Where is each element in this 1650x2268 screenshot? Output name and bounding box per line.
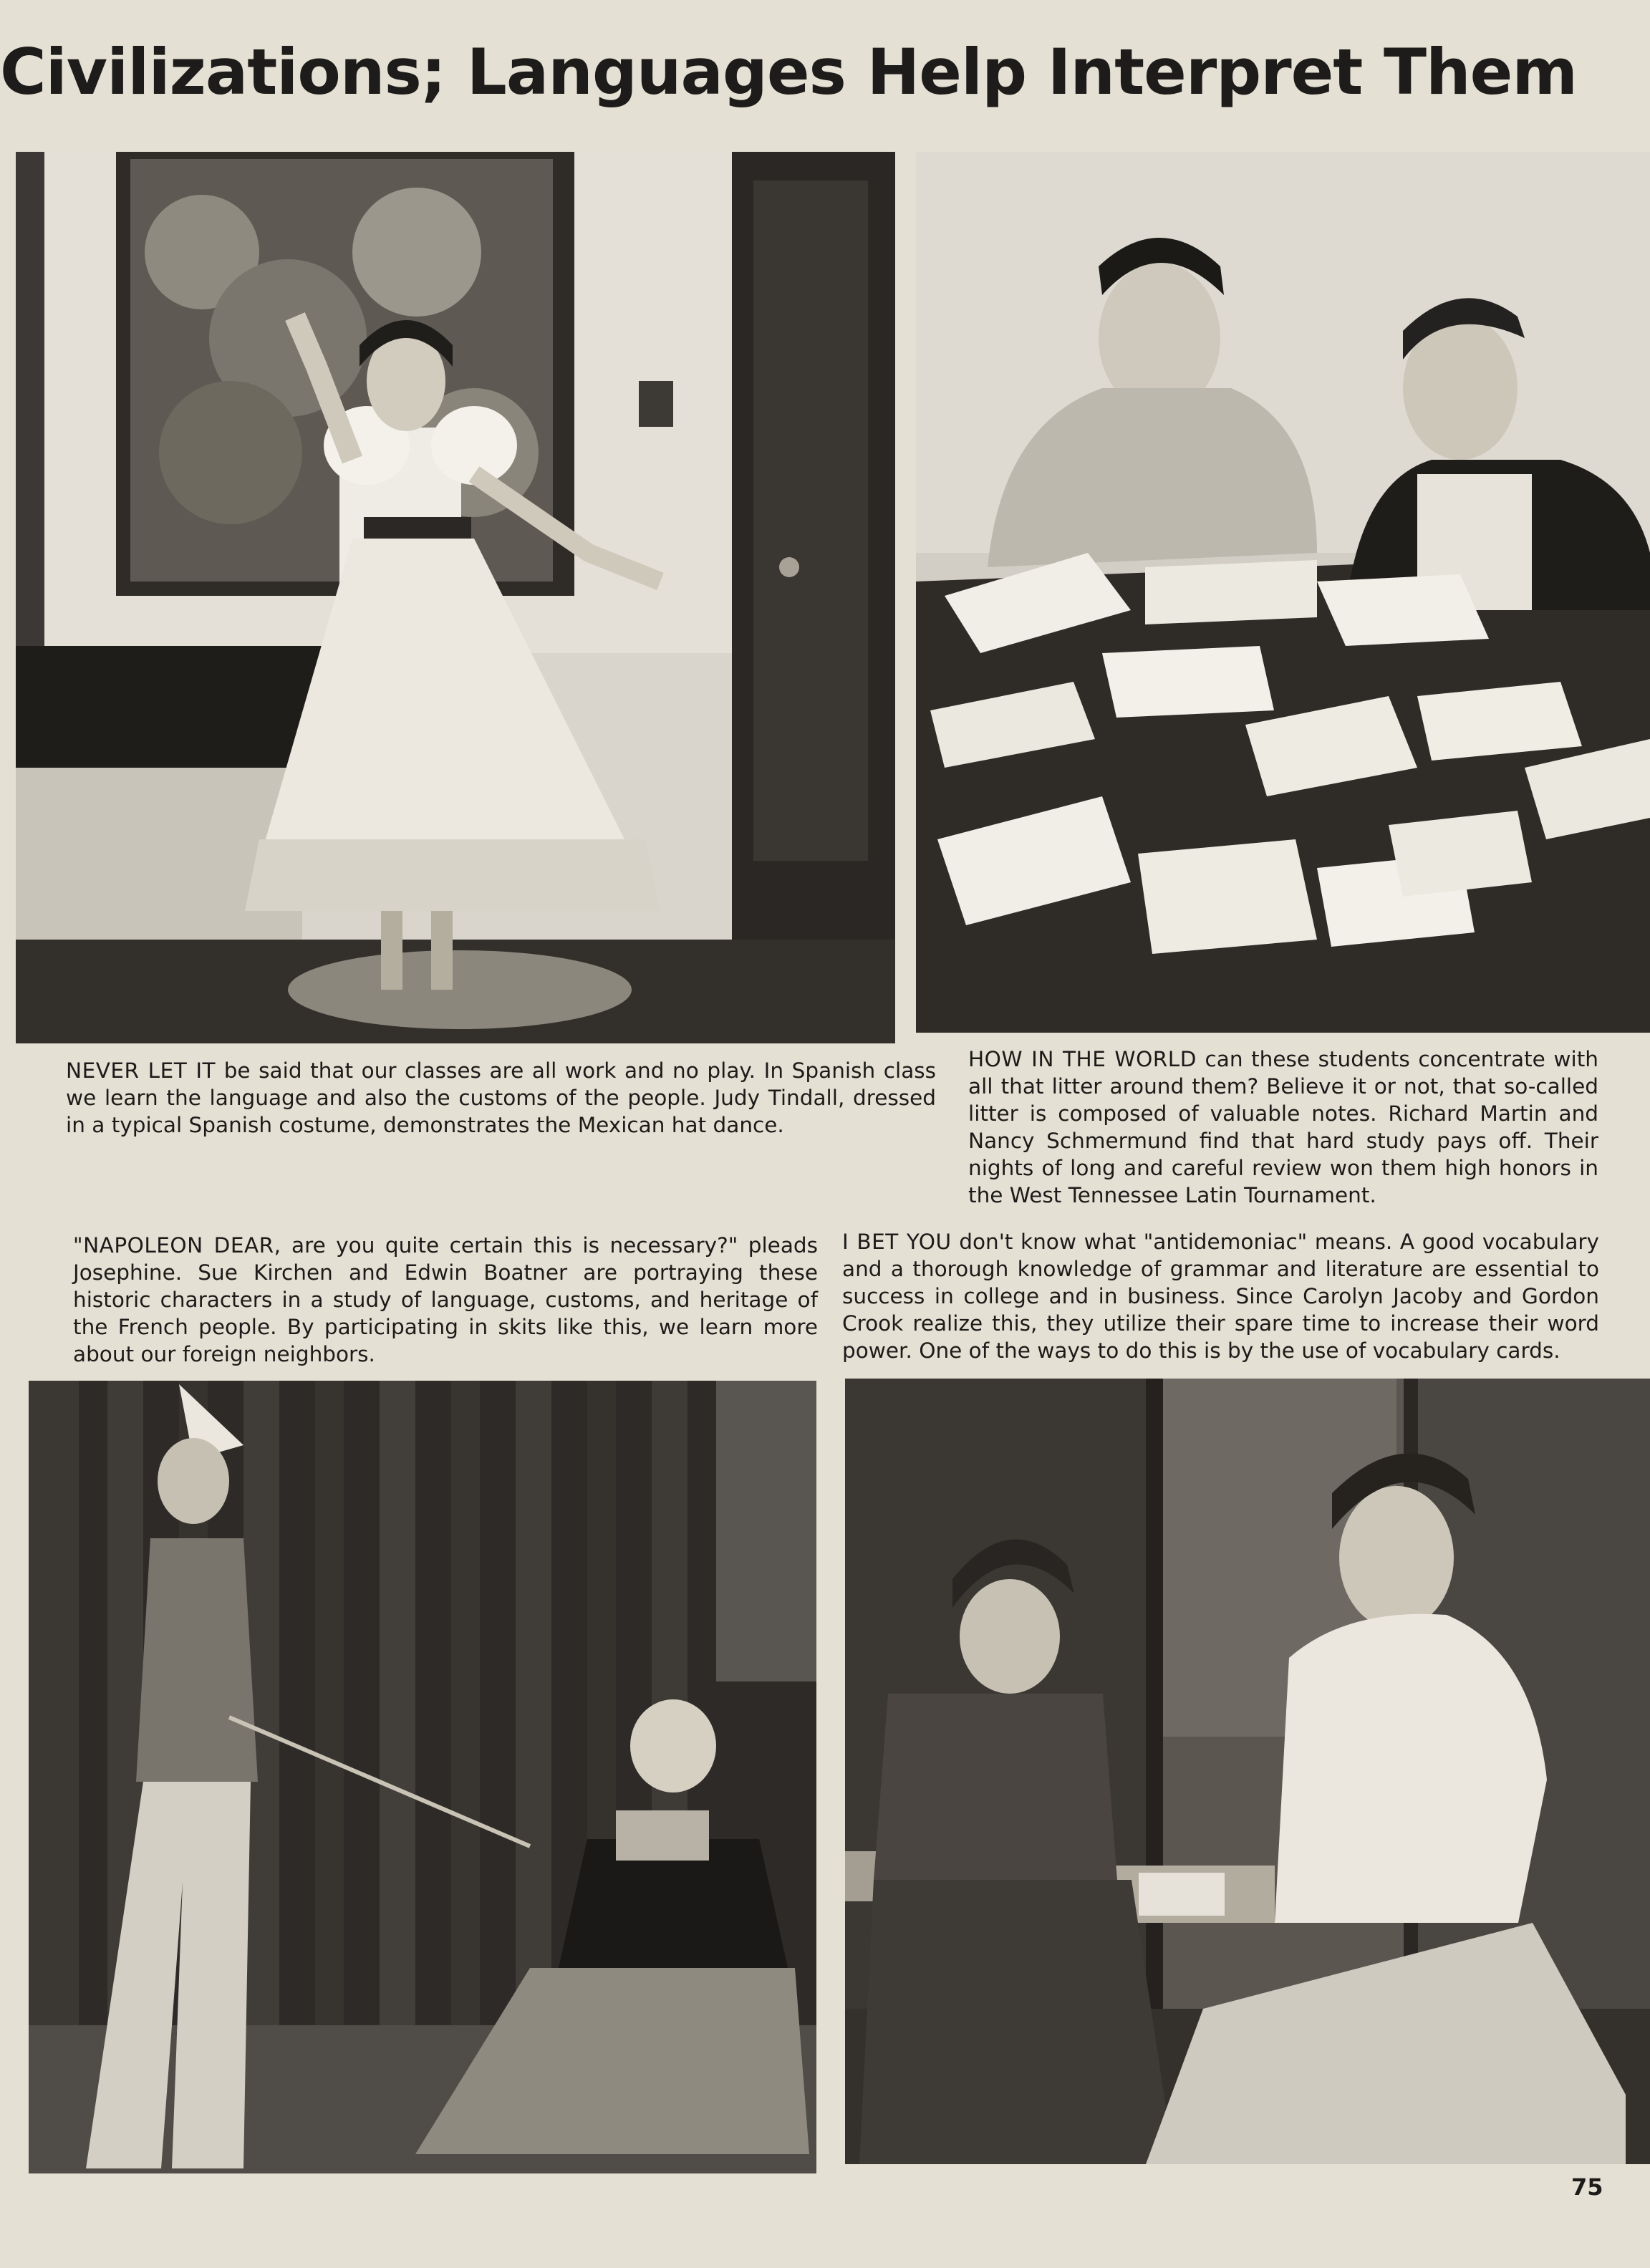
page-headline: Civilizations; Languages Help Interpret Them [0,35,1578,109]
caption-latin-class [968,1046,1598,1209]
caption-spanish-body: be said that our classes are all work and no play. In Spanish class we learn the language and also the customs of the people. Judy Tindall, dressed in a typical Spanish costume, demonstrates the Mexican hat dance. [66,1058,937,1137]
caption-french-class [73,1232,818,1368]
caption-french-body: are you quite certain this is necessary?" pleads Josephine. Sue Kirchen and Edwin Boatner are portraying these historic characters in a study of language, customs, and heritage of the French people. By participating in skits like this, we learn more about our foreign neighbors. [73,1233,818,1366]
photo-spanish-dancer [16,152,895,1043]
photo-french-skit [29,1381,816,2173]
caption-french-lead: "NAPOLEON DEAR, [73,1233,281,1258]
photo-latin-study [916,152,1650,1033]
french-skit-photo-image [29,1381,816,2173]
caption-spanish-class [66,1057,936,1139]
caption-vocabulary-body: don't know what "antidemoniac" means. A good vocabulary and a thorough knowledge of grammar and literature are essential to success in college and in business. Since Carolyn Jacoby and Gordon Crook realize this, they utilize their spare time to increase their word power. One of the ways to do this is by the use of vocabulary cards. [842,1230,1599,1363]
caption-spanish-lead: NEVER LET IT [66,1058,216,1083]
spanish-dancer-photo-image [16,152,895,1043]
caption-vocabulary-lead: I BET YOU [842,1230,952,1254]
caption-latin-body: can these students concentrate with all that litter around them? Believe it or not, that so-called litter is composed of valuable notes. Richard Martin and Nancy Schmermund find that hard study pays off. Their nights of long and careful review won them high honors in the West Tennessee Latin Tournament. [968,1047,1598,1207]
vocabulary-cards-photo-image [845,1379,1650,2164]
page-number: 75 [1571,2173,1603,2201]
latin-study-photo-image [916,152,1650,1033]
caption-vocabulary [842,1228,1599,1364]
photo-vocabulary-cards [845,1379,1650,2164]
caption-latin-lead: HOW IN THE WORLD [968,1047,1197,1071]
